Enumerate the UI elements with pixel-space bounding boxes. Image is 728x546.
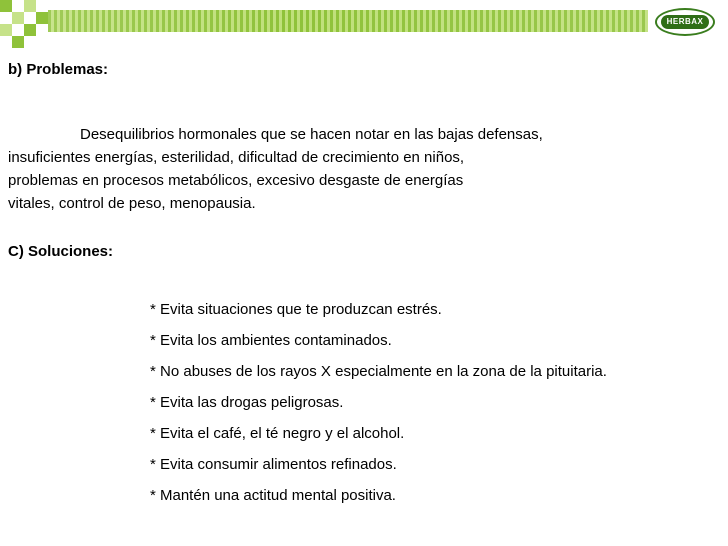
problems-heading: b) Problemas:	[8, 61, 109, 78]
problems-line-1: Desequilibrios hormonales que se hacen notar en las bajas defensas,	[80, 126, 543, 143]
solution-item: * Mantén una actitud mental positiva.	[150, 487, 396, 504]
header-banner-shade	[48, 10, 648, 32]
problems-line-2: insuficientes energías, esterilidad, dificultad de crecimiento en niños,	[8, 149, 465, 166]
herbax-logo	[655, 8, 715, 36]
solution-item: * Evita consumir alimentos refinados.	[150, 456, 397, 473]
solution-item: * Evita situaciones que te produzcan estrés.	[150, 301, 442, 318]
solution-item: * No abuses de los rayos X especialmente en la zona de la pituitaria.	[150, 363, 607, 380]
corner-decoration	[0, 0, 50, 50]
solutions-heading: C) Soluciones:	[8, 243, 114, 260]
solution-item: * Evita el café, el té negro y el alcohol.	[150, 425, 405, 442]
solution-item: * Evita los ambientes contaminados.	[150, 332, 392, 349]
solution-item: * Evita las drogas peligrosas.	[150, 394, 344, 411]
problems-line-4: vitales, control de peso, menopausia.	[8, 195, 256, 212]
solutions-list	[150, 300, 607, 517]
problems-line-3: problemas en procesos metabólicos, excesivo desgaste de energías	[8, 172, 464, 189]
logo-text: HERBAX	[661, 15, 709, 29]
